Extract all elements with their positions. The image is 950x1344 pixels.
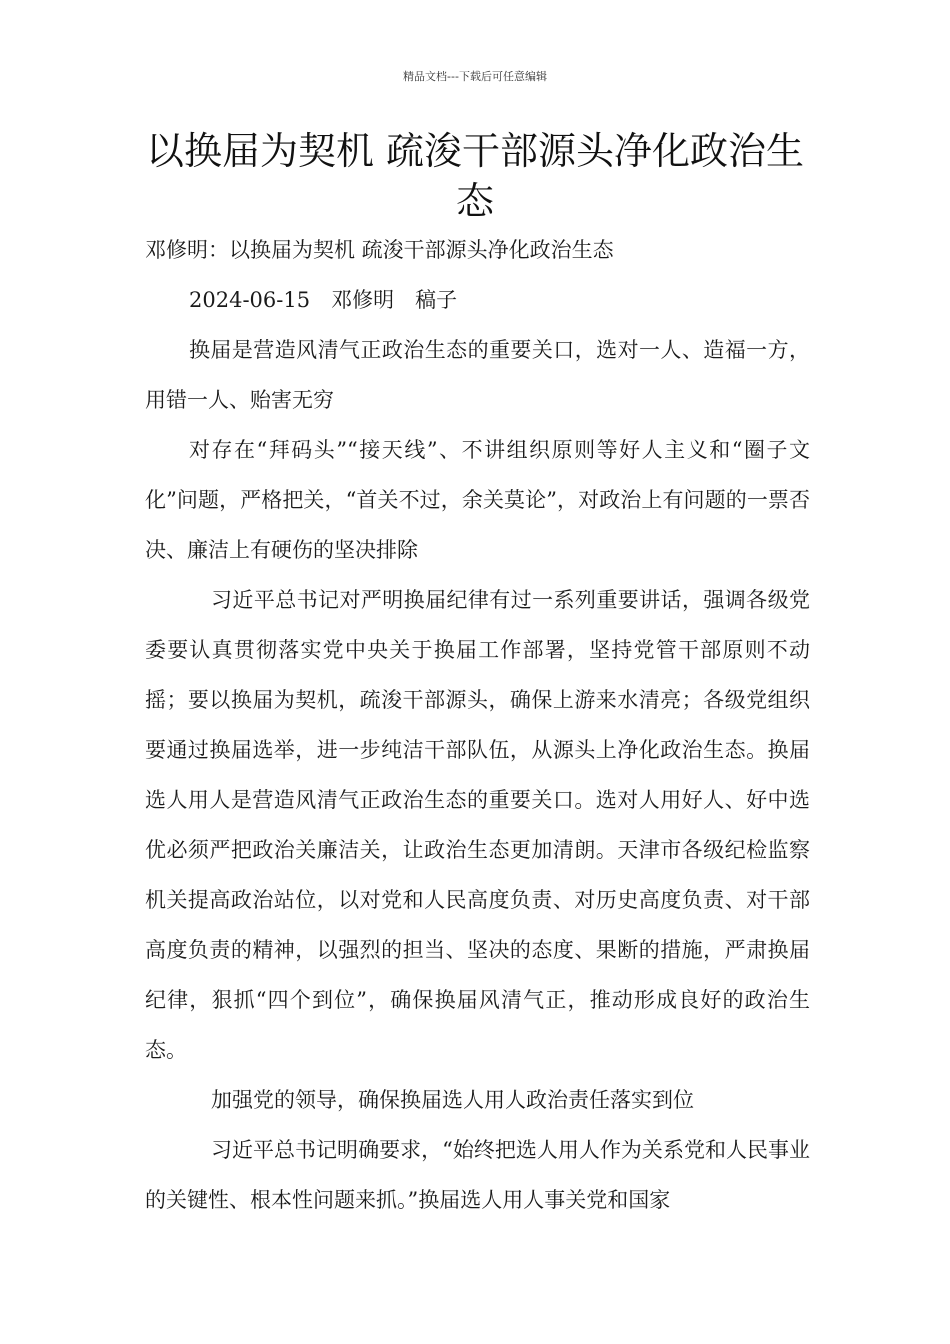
document-title: 以换届为契机 疏浚干部源头净化政治生态	[145, 129, 805, 223]
paragraph-byline: 2024-06-15 邓修明 稿子	[189, 288, 458, 312]
paragraph: 换届是营造风清气正政治生态的重要关口，选对一人、造福一方，用错一人、贻害无穷	[145, 338, 810, 412]
paragraph-subtitle: 邓修明：以换届为契机 疏浚干部源头净化政治生态	[145, 238, 614, 262]
paragraph: 习近平总书记明确要求，“始终把选人用人作为关系党和人民事业的关键性、根本性问题来抓。”换届选人用人事关党和国家	[145, 1138, 810, 1212]
paragraph: 对存在“拜码头”“接天线”、不讲组织原则等好人主义和“圈子文化”问题，严格把关，“首关不过，余关莫论”，对政治上有问题的一票否决、廉洁上有硬伤的坚决排除	[145, 438, 810, 562]
document-body	[145, 225, 810, 1225]
section-heading: 加强党的领导，确保换届选人用人政治责任落实到位	[211, 1088, 694, 1112]
header-note: 精品文档---下载后可任意编辑	[403, 70, 547, 83]
paragraph: 习近平总书记对严明换届纪律有过一系列重要讲话，强调各级党委要认真贯彻落实党中央关于换届工作部署，坚持党管干部原则不动摇；要以换届为契机，疏浚干部源头，确保上游来水清亮；各级党组织要通过换届选举，进一步纯洁干部队伍，从源头上净化政治生态。换届选人用人是营造风清气正政治生态的重要关口。选对人用好人、好中选优必须严把政治关廉洁关，让政治生态更加清朗。天津市各级纪检监察机关提高政治站位，以对党和人民高度负责、对历史高度负责、对干部高度负责的精神，以强烈的担当、坚决的态度、果断的措施，严肃换届纪律，狠抓“四个到位”，确保换届风清气正，推动形成良好的政治生态。	[145, 588, 810, 1062]
